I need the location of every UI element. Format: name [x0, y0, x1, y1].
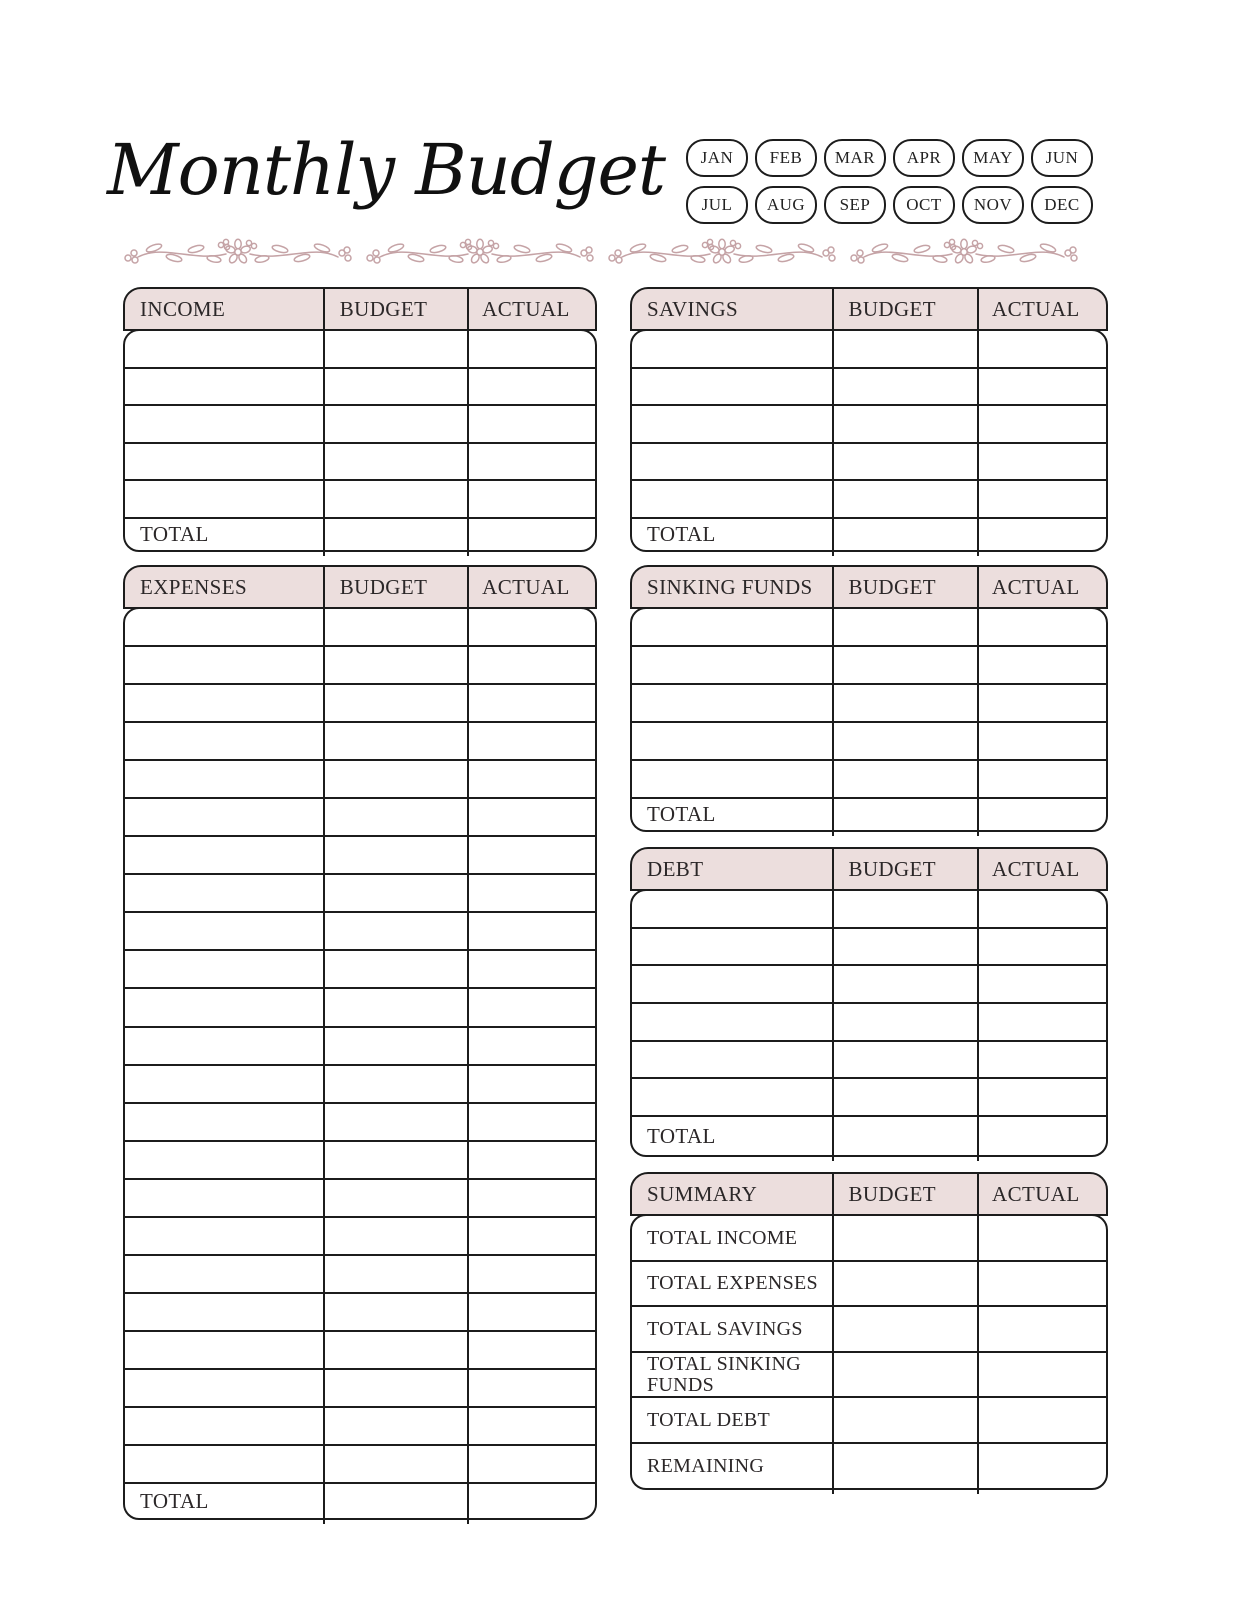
debt-table-body: [630, 889, 1108, 1157]
summary-row-total-savings: [632, 1307, 1106, 1353]
empty-row: [125, 799, 595, 837]
empty-row: [125, 481, 595, 519]
sinking-funds-rows: [632, 609, 1106, 799]
income-title: INCOME: [140, 296, 226, 321]
empty-row: [125, 913, 595, 951]
summary-row-total-income: [632, 1216, 1106, 1262]
month-pill-apr[interactable]: APR: [893, 139, 955, 177]
empty-row: [125, 1332, 595, 1370]
savings-table-body: [630, 329, 1108, 552]
empty-row: [125, 369, 595, 407]
empty-row: [125, 837, 595, 875]
summary-row-remaining: [632, 1444, 1106, 1488]
income-table-body: [123, 329, 597, 552]
expenses-table: [123, 565, 597, 1520]
empty-row: [125, 1104, 595, 1142]
sinking-funds-budget-header: BUDGET: [848, 574, 936, 599]
empty-row: [632, 966, 1106, 1004]
debt-total-row: [632, 1117, 1106, 1155]
sinking-funds-title: SINKING FUNDS: [647, 574, 813, 599]
summary-column-line: [977, 1172, 979, 1494]
summary-row-label: TOTAL INCOME: [647, 1226, 798, 1249]
expenses-total-label: TOTAL: [140, 1488, 209, 1513]
expenses-total-row: [125, 1484, 595, 1518]
income-column-line: [467, 287, 469, 556]
empty-row: [632, 1042, 1106, 1080]
month-pill-aug[interactable]: AUG: [755, 186, 817, 224]
savings-table-header: [630, 287, 1108, 331]
debt-column-line: [832, 847, 834, 1161]
empty-row: [125, 761, 595, 799]
month-pill-may[interactable]: MAY: [962, 139, 1024, 177]
empty-row: [632, 444, 1106, 482]
summary-row-label: TOTAL SAVINGS: [647, 1317, 803, 1340]
savings-title: SAVINGS: [647, 296, 739, 321]
empty-row: [125, 875, 595, 913]
empty-row: [632, 1004, 1106, 1042]
sinking-funds-total-row: [632, 799, 1106, 830]
empty-row: [632, 481, 1106, 519]
month-pill-jul[interactable]: JUL: [686, 186, 748, 224]
empty-row: [125, 1142, 595, 1180]
savings-budget-header: BUDGET: [848, 296, 936, 321]
expenses-table-body: [123, 607, 597, 1520]
expenses-title: EXPENSES: [140, 574, 248, 599]
savings-total-label: TOTAL: [647, 521, 716, 546]
income-table-header: [123, 287, 597, 331]
sinking-funds-actual-header: ACTUAL: [992, 574, 1080, 599]
summary-actual-header: ACTUAL: [992, 1181, 1080, 1206]
debt-rows: [632, 891, 1106, 1117]
month-pill-mar[interactable]: MAR: [824, 139, 886, 177]
empty-row: [125, 1180, 595, 1218]
month-pill-jan[interactable]: JAN: [686, 139, 748, 177]
empty-row: [125, 406, 595, 444]
empty-row: [125, 951, 595, 989]
debt-budget-header: BUDGET: [848, 856, 936, 881]
page-title: Monthly Budget: [107, 129, 665, 211]
month-selector: [686, 139, 1093, 224]
savings-rows: [632, 331, 1106, 519]
summary-row-label: TOTAL DEBT: [647, 1408, 771, 1431]
empty-row: [125, 1218, 595, 1256]
month-pill-feb[interactable]: FEB: [755, 139, 817, 177]
empty-row: [125, 1066, 595, 1104]
empty-row: [632, 1079, 1106, 1117]
income-total-label: TOTAL: [140, 521, 209, 546]
empty-row: [125, 609, 595, 647]
empty-row: [632, 369, 1106, 407]
month-pill-nov[interactable]: NOV: [962, 186, 1024, 224]
sinking-funds-table-header: [630, 565, 1108, 609]
debt-table-header: [630, 847, 1108, 891]
empty-row: [125, 989, 595, 1027]
expenses-actual-header: ACTUAL: [482, 574, 570, 599]
month-pill-oct[interactable]: OCT: [893, 186, 955, 224]
empty-row: [632, 406, 1106, 444]
empty-row: [125, 1028, 595, 1066]
expenses-budget-header: BUDGET: [339, 574, 428, 599]
empty-row: [632, 331, 1106, 369]
income-total-row: [125, 519, 595, 550]
income-actual-header: ACTUAL: [482, 296, 570, 321]
savings-column-line: [832, 287, 834, 556]
empty-row: [125, 1370, 595, 1408]
summary-row-total-expenses: [632, 1262, 1106, 1308]
summary-table-body: [630, 1214, 1108, 1490]
expenses-column-line: [323, 565, 325, 1524]
empty-row: [125, 723, 595, 761]
summary-table-header: [630, 1172, 1108, 1216]
empty-row: [125, 1294, 595, 1332]
empty-row: [632, 609, 1106, 647]
month-pill-jun[interactable]: JUN: [1031, 139, 1093, 177]
expenses-table-header: [123, 565, 597, 609]
empty-row: [125, 1408, 595, 1446]
empty-row: [632, 723, 1106, 761]
summary-row-total-debt: [632, 1398, 1106, 1444]
sinking-funds-table: [630, 565, 1108, 832]
income-budget-header: BUDGET: [339, 296, 428, 321]
sinking-funds-total-label: TOTAL: [647, 802, 716, 826]
summary-row-label: REMAINING: [647, 1454, 765, 1477]
empty-row: [125, 1256, 595, 1294]
summary-title: SUMMARY: [647, 1181, 758, 1206]
empty-row: [125, 685, 595, 723]
debt-column-line: [977, 847, 979, 1161]
month-pill-sep[interactable]: SEP: [824, 186, 886, 224]
summary-table: [630, 1172, 1108, 1490]
empty-row: [632, 761, 1106, 799]
empty-row: [632, 929, 1106, 967]
income-table: [123, 287, 597, 552]
empty-row: [632, 685, 1106, 723]
empty-row: [125, 647, 595, 685]
sinking-funds-table-body: [630, 607, 1108, 832]
floral-divider-icon: [118, 232, 1086, 272]
summary-row-label: TOTAL EXPENSES: [647, 1272, 818, 1295]
savings-column-line: [977, 287, 979, 556]
empty-row: [632, 891, 1106, 929]
empty-row: [125, 444, 595, 482]
expenses-column-line: [467, 565, 469, 1524]
savings-actual-header: ACTUAL: [992, 296, 1080, 321]
savings-total-row: [632, 519, 1106, 550]
empty-row: [632, 647, 1106, 685]
summary-column-line: [832, 1172, 834, 1494]
empty-row: [125, 331, 595, 369]
debt-table: [630, 847, 1108, 1157]
debt-actual-header: ACTUAL: [992, 856, 1080, 881]
debt-total-label: TOTAL: [647, 1123, 716, 1148]
month-pill-dec[interactable]: DEC: [1031, 186, 1093, 224]
sinking-funds-column-line: [977, 565, 979, 836]
sinking-funds-column-line: [832, 565, 834, 836]
income-column-line: [323, 287, 325, 556]
summary-row-total-sinking-funds: [632, 1353, 1106, 1399]
empty-row: [125, 1446, 595, 1484]
income-rows: [125, 331, 595, 519]
summary-row-label: TOTAL SINKING FUNDS: [647, 1353, 801, 1396]
summary-budget-header: BUDGET: [848, 1181, 936, 1206]
savings-table: [630, 287, 1108, 552]
debt-title: DEBT: [647, 856, 704, 881]
expenses-rows: [125, 609, 595, 1484]
